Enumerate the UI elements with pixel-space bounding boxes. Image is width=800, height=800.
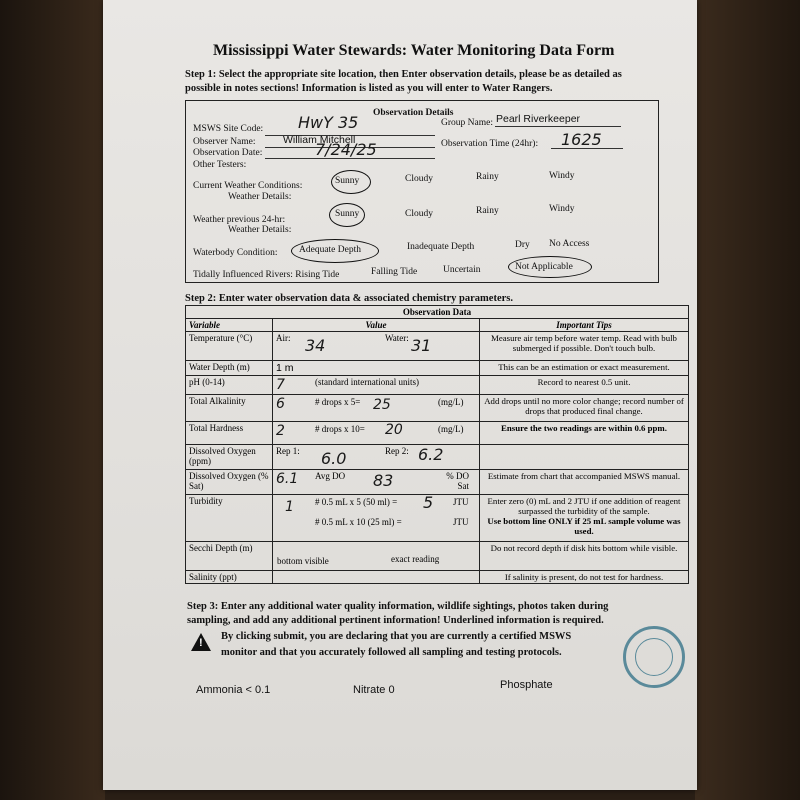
table-row <box>186 422 689 445</box>
temperature-value-cell[interactable] <box>273 332 480 361</box>
air-value[interactable]: 34 <box>305 336 326 355</box>
salinity-value-cell[interactable] <box>273 571 480 584</box>
observer-name-label: Observer Name: <box>193 137 256 147</box>
water-label: Water: <box>385 333 409 343</box>
table-row <box>186 361 689 376</box>
do-saturation-label: Dissolved Oxygen (% Sat) <box>186 470 273 495</box>
previous-weather-sunny[interactable]: Sunny <box>335 209 360 219</box>
water-depth-value[interactable]: 1 m <box>273 361 480 376</box>
ph-label: pH (0-14) <box>186 376 273 395</box>
previous-weather-windy[interactable]: Windy <box>549 204 575 214</box>
turbidity-units-row1: JTU <box>453 497 469 507</box>
alkalinity-tip: Add drops until no more color change; record number of drops that produced final change. <box>480 395 689 422</box>
table-row <box>186 445 689 470</box>
group-name-label: Group Name: <box>441 118 493 128</box>
step1-instructions-line1: Step 1: Select the appropriate site location, then Enter observation details, please be as detailed as <box>185 69 622 80</box>
turbidity-tip-bold: Use bottom line ONLY if 25 mL sample volume was used. <box>487 516 681 536</box>
temperature-label: Temperature (°C) <box>186 332 273 361</box>
data-form-paper <box>103 0 697 790</box>
turbidity-tip: Enter zero (0) mL and 2 JTU if one addition of reagent surpassed the turbidity of the sample. <box>487 496 681 516</box>
waterbody-condition-label: Waterbody Condition: <box>193 248 278 258</box>
secchi-depth-value-cell[interactable] <box>273 542 480 571</box>
turbidity-value-cell[interactable] <box>273 495 480 542</box>
other-testers-label: Other Testers: <box>193 160 247 170</box>
turbidity-row1-formula: # 0.5 mL x 5 (50 ml) = <box>315 497 398 507</box>
observation-details-heading: Observation Details <box>373 108 454 118</box>
alkalinity-value[interactable]: 25 <box>373 397 391 413</box>
form-title: Mississippi Water Stewards: Water Monitoring Data Form <box>213 42 615 59</box>
step3-line2: sampling, and add any additional pertinent information! Underlined information is required. <box>187 615 604 626</box>
previous-weather-details-label: Weather Details: <box>228 225 292 235</box>
note-ammonia[interactable]: Ammonia < 0.1 <box>196 684 271 696</box>
hardness-label: Total Hardness <box>186 422 273 445</box>
declaration-line2: monitor and that you accurately followed all sampling and testing protocols. <box>221 647 562 658</box>
hardness-units: (mg/L) <box>438 424 464 434</box>
table-header-row <box>186 319 689 332</box>
current-weather-cloudy[interactable]: Cloudy <box>405 174 433 184</box>
observation-data-table <box>185 305 689 584</box>
do-saturation-tip: Estimate from chart that accompanied MSWS manual. <box>480 470 689 495</box>
desk-left <box>0 0 105 800</box>
hardness-tip: Ensure the two readings are within 0.6 ppm. <box>480 422 689 445</box>
site-code-value[interactable]: HwY 35 <box>298 113 359 132</box>
table-row <box>186 470 689 495</box>
observer-name-value[interactable]: William Mitchell <box>283 134 356 146</box>
avg-do-label: Avg DO <box>315 471 346 481</box>
current-weather-windy[interactable]: Windy <box>549 171 575 181</box>
air-label: Air: <box>276 333 291 343</box>
current-weather-details-label: Weather Details: <box>228 192 292 202</box>
table-row <box>186 542 689 571</box>
current-weather-label: Current Weather Conditions: <box>193 181 303 191</box>
observation-time-label: Observation Time (24hr): <box>441 139 539 149</box>
note-nitrate[interactable]: Nitrate 0 <box>353 684 395 696</box>
table-row <box>186 495 689 542</box>
current-weather-sunny[interactable]: Sunny <box>335 176 360 186</box>
step3-line1: Step 3: Enter any additional water quality information, wildlife sightings, photos taken during <box>187 601 609 612</box>
col-value-header: Value <box>273 319 480 332</box>
secchi-depth-label: Secchi Depth (m) <box>186 542 273 571</box>
avg-do-value[interactable]: 6.1 <box>276 471 299 487</box>
group-name-value[interactable]: Pearl Riverkeeper <box>496 113 581 125</box>
alkalinity-drops[interactable]: 6 <box>276 396 285 412</box>
current-weather-rainy[interactable]: Rainy <box>476 172 499 182</box>
tidal-falling[interactable]: Falling Tide <box>371 267 418 277</box>
rep2-label: Rep 2: <box>385 446 409 456</box>
hardness-formula: # drops x 10= <box>315 424 365 434</box>
step1-instructions-line2: possible in notes sections! Information is listed as you will enter to Water Rangers. <box>185 83 553 94</box>
turbidity-row2-formula: # 0.5 mL x 10 (25 ml) = <box>315 517 402 527</box>
table-title-row <box>186 306 689 319</box>
salinity-tip: If salinity is present, do not test for hardness. <box>480 571 689 584</box>
rep2-value[interactable]: 6.2 <box>418 445 444 464</box>
table-row <box>186 571 689 584</box>
dissolved-oxygen-label: Dissolved Oxygen (ppm) <box>186 445 273 470</box>
waterbody-dry[interactable]: Dry <box>515 240 530 250</box>
note-phosphate[interactable]: Phosphate <box>500 679 553 691</box>
ph-tip: Record to nearest 0.5 unit. <box>480 376 689 395</box>
msws-seal-logo <box>623 626 685 688</box>
group-name-line <box>495 126 621 127</box>
turbidity-tip-cell <box>480 495 689 542</box>
step2-heading: Step 2: Enter water observation data & associated chemistry parameters. <box>185 293 513 304</box>
previous-weather-cloudy[interactable]: Cloudy <box>405 209 433 219</box>
site-code-label: MSWS Site Code: <box>193 124 264 134</box>
tidal-label: Tidally Influenced Rivers: Rising Tide <box>193 270 340 280</box>
col-variable-header: Variable <box>186 319 273 332</box>
hardness-drops[interactable]: 2 <box>276 423 285 439</box>
previous-weather-rainy[interactable]: Rainy <box>476 206 499 216</box>
turbidity-label: Turbidity <box>186 495 273 542</box>
dissolved-oxygen-value-cell[interactable] <box>273 445 480 470</box>
turbidity-units-row2: JTU <box>453 517 469 527</box>
alkalinity-label: Total Alkalinity <box>186 395 273 422</box>
observation-time-value[interactable]: 1625 <box>561 130 602 149</box>
do-saturation-value-cell[interactable] <box>273 470 480 495</box>
secchi-bottom-visible[interactable]: bottom visible <box>277 556 329 566</box>
temperature-tip: Measure air temp before water temp. Read with bulb submerged if possible. Don't touch bulb. <box>480 332 689 361</box>
secchi-depth-tip: Do not record depth if disk hits bottom while visible. <box>480 542 689 571</box>
table-title: Observation Data <box>186 306 689 319</box>
observation-date-value[interactable]: 7/24/25 <box>315 140 377 159</box>
water-value[interactable]: 31 <box>411 336 432 355</box>
rep1-label: Rep 1: <box>276 446 300 456</box>
water-depth-label: Water Depth (m) <box>186 361 273 376</box>
dissolved-oxygen-tip-cell <box>480 445 689 470</box>
do-saturation-value[interactable]: 83 <box>373 471 394 490</box>
alkalinity-units: (mg/L) <box>438 397 464 407</box>
water-depth-tip: This can be an estimation or exact measurement. <box>480 361 689 376</box>
table-row <box>186 376 689 395</box>
ph-value-cell[interactable] <box>273 376 480 395</box>
declaration-line1: By clicking submit, you are declaring that you are currently a certified MSWS <box>221 631 572 642</box>
desk-right <box>695 0 800 800</box>
turbidity-value[interactable]: 5 <box>423 493 434 512</box>
hardness-value-cell[interactable] <box>273 422 480 445</box>
rep1-value[interactable]: 6.0 <box>321 449 347 468</box>
salinity-label: Salinity (ppt) <box>186 571 273 584</box>
turbidity-count[interactable]: 1 <box>285 499 294 515</box>
alkalinity-value-cell[interactable] <box>273 395 480 422</box>
table-row <box>186 332 689 361</box>
col-tips-header: Important Tips <box>480 319 689 332</box>
warning-icon: ! <box>191 633 211 651</box>
hardness-value[interactable]: 20 <box>385 422 403 438</box>
ph-units: (standard international units) <box>315 377 419 387</box>
previous-weather-label: Weather previous 24-hr: <box>193 215 286 225</box>
ph-value[interactable]: 7 <box>276 377 285 393</box>
secchi-exact-reading[interactable]: exact reading <box>391 554 440 564</box>
observation-date-label: Observation Date: <box>193 148 263 158</box>
alkalinity-formula: # drops x 5= <box>315 397 361 407</box>
waterbody-inadequate-depth[interactable]: Inadequate Depth <box>407 242 475 252</box>
tidal-uncertain[interactable]: Uncertain <box>443 265 481 275</box>
waterbody-no-access[interactable]: No Access <box>549 239 590 249</box>
table-row <box>186 395 689 422</box>
do-saturation-units: % DO Sat <box>446 471 469 491</box>
tidal-not-applicable[interactable]: Not Applicable <box>515 262 573 272</box>
waterbody-adequate-depth[interactable]: Adequate Depth <box>299 245 361 255</box>
